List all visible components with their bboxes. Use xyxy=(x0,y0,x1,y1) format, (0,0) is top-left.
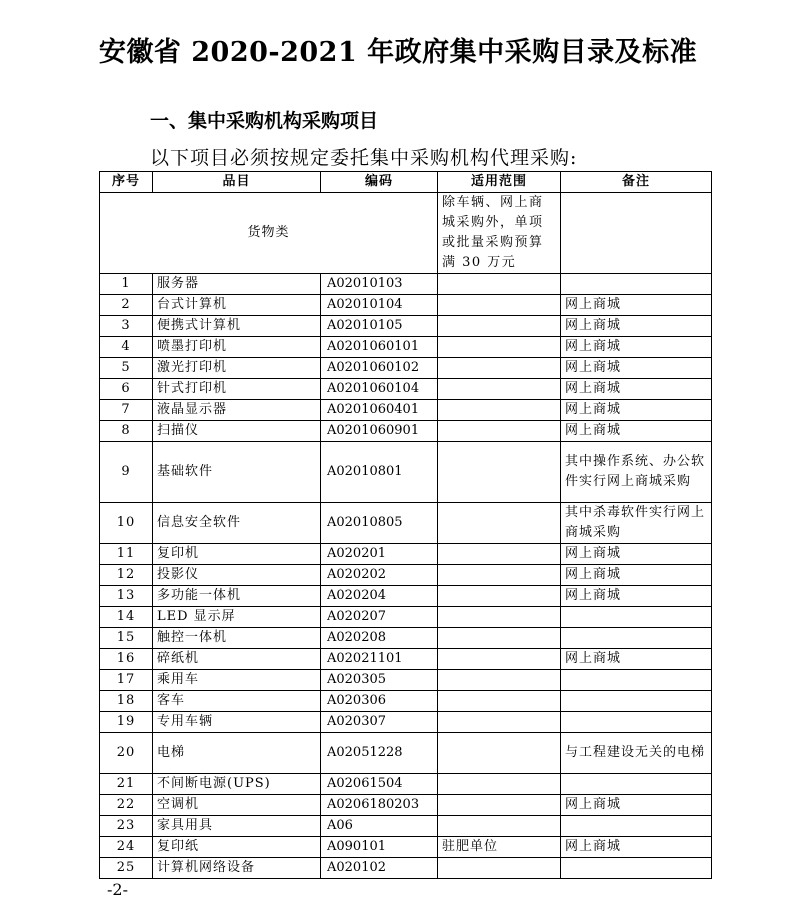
category-label: 货物类 xyxy=(100,193,438,274)
row-scope xyxy=(438,316,561,337)
row-no: 18 xyxy=(100,691,153,712)
row-note: 网上商城 xyxy=(561,316,712,337)
row-no: 15 xyxy=(100,628,153,649)
row-item: 空调机 xyxy=(153,795,321,816)
row-scope xyxy=(438,421,561,442)
row-code: A0201060901 xyxy=(321,421,438,442)
header-item: 品目 xyxy=(153,172,321,193)
table-row xyxy=(100,400,712,421)
row-code: A0201060104 xyxy=(321,379,438,400)
row-item: 专用车辆 xyxy=(153,712,321,733)
row-code: A02010104 xyxy=(321,295,438,316)
row-item: 投影仪 xyxy=(153,565,321,586)
row-item: 液晶显示器 xyxy=(153,400,321,421)
table-row xyxy=(100,816,712,837)
table-row xyxy=(100,274,712,295)
row-note: 网上商城 xyxy=(561,586,712,607)
row-scope xyxy=(438,337,561,358)
table-row xyxy=(100,774,712,795)
row-item: 复印纸 xyxy=(153,837,321,858)
table-row xyxy=(100,295,712,316)
category-note xyxy=(561,193,712,274)
procurement-table xyxy=(99,171,712,879)
row-code: A020306 xyxy=(321,691,438,712)
row-scope xyxy=(438,607,561,628)
row-no: 13 xyxy=(100,586,153,607)
row-item: 信息安全软件 xyxy=(153,503,321,544)
row-no: 4 xyxy=(100,337,153,358)
table-row xyxy=(100,337,712,358)
row-code: A020201 xyxy=(321,544,438,565)
row-code: A02021101 xyxy=(321,649,438,670)
row-note: 网上商城 xyxy=(561,337,712,358)
row-no: 20 xyxy=(100,733,153,774)
header-scope: 适用范围 xyxy=(438,172,561,193)
row-scope xyxy=(438,544,561,565)
row-no: 16 xyxy=(100,649,153,670)
row-code: A02010105 xyxy=(321,316,438,337)
header-code: 编码 xyxy=(321,172,438,193)
row-scope: 驻肥单位 xyxy=(438,837,561,858)
row-item: 电梯 xyxy=(153,733,321,774)
row-note xyxy=(561,712,712,733)
row-note xyxy=(561,774,712,795)
row-note xyxy=(561,670,712,691)
row-scope xyxy=(438,358,561,379)
document-title: 安徽省 2020-2021 年政府集中采购目录及标准 xyxy=(98,37,698,68)
row-note: 网上商城 xyxy=(561,421,712,442)
row-no: 19 xyxy=(100,712,153,733)
header-no: 序号 xyxy=(100,172,153,193)
row-item: 不间断电源(UPS) xyxy=(153,774,321,795)
table-row xyxy=(100,691,712,712)
row-note xyxy=(561,858,712,879)
row-no: 3 xyxy=(100,316,153,337)
row-no: 9 xyxy=(100,442,153,503)
row-note: 网上商城 xyxy=(561,295,712,316)
row-scope xyxy=(438,858,561,879)
row-item: 客车 xyxy=(153,691,321,712)
row-no: 8 xyxy=(100,421,153,442)
row-item: 台式计算机 xyxy=(153,295,321,316)
category-scope: 除车辆、网上商城采购外，单项或批量采购预算满 30 万元 xyxy=(438,193,561,274)
row-code: A02010103 xyxy=(321,274,438,295)
row-scope xyxy=(438,295,561,316)
row-note: 网上商城 xyxy=(561,837,712,858)
row-scope xyxy=(438,379,561,400)
row-no: 23 xyxy=(100,816,153,837)
row-item: 乘用车 xyxy=(153,670,321,691)
table-row xyxy=(100,670,712,691)
row-code: A020202 xyxy=(321,565,438,586)
row-code: A06 xyxy=(321,816,438,837)
row-item: 基础软件 xyxy=(153,442,321,503)
table-row xyxy=(100,837,712,858)
row-no: 14 xyxy=(100,607,153,628)
row-item: 碎纸机 xyxy=(153,649,321,670)
section-heading: 一、集中采购机构采购项目 xyxy=(150,110,379,132)
row-note xyxy=(561,274,712,295)
row-note xyxy=(561,816,712,837)
table-row xyxy=(100,358,712,379)
row-item: 触控一体机 xyxy=(153,628,321,649)
row-scope xyxy=(438,649,561,670)
row-code: A02051228 xyxy=(321,733,438,774)
row-note xyxy=(561,628,712,649)
table-header-row xyxy=(100,172,712,193)
row-no: 10 xyxy=(100,503,153,544)
row-scope xyxy=(438,442,561,503)
row-note: 网上商城 xyxy=(561,379,712,400)
row-code: A02061504 xyxy=(321,774,438,795)
category-row xyxy=(100,193,712,274)
row-no: 12 xyxy=(100,565,153,586)
row-note: 网上商城 xyxy=(561,358,712,379)
row-note: 网上商城 xyxy=(561,649,712,670)
row-code: A02010801 xyxy=(321,442,438,503)
row-note: 其中操作系统、办公软件实行网上商城采购 xyxy=(561,442,712,503)
table-row xyxy=(100,607,712,628)
row-code: A020208 xyxy=(321,628,438,649)
row-code: A020305 xyxy=(321,670,438,691)
row-scope xyxy=(438,565,561,586)
row-item: 喷墨打印机 xyxy=(153,337,321,358)
row-note: 与工程建设无关的电梯 xyxy=(561,733,712,774)
row-item: 家具用具 xyxy=(153,816,321,837)
table-row xyxy=(100,712,712,733)
table-row xyxy=(100,503,712,544)
intro-text: 以下项目必须按规定委托集中采购机构代理采购: xyxy=(150,147,578,169)
row-item: 计算机网络设备 xyxy=(153,858,321,879)
page-number: -2- xyxy=(107,880,128,899)
row-code: A0206180203 xyxy=(321,795,438,816)
table-row xyxy=(100,379,712,400)
row-code: A020207 xyxy=(321,607,438,628)
row-note xyxy=(561,691,712,712)
row-code: A020102 xyxy=(321,858,438,879)
header-note: 备注 xyxy=(561,172,712,193)
row-no: 11 xyxy=(100,544,153,565)
row-code: A0201060401 xyxy=(321,400,438,421)
row-no: 6 xyxy=(100,379,153,400)
row-item: 扫描仪 xyxy=(153,421,321,442)
row-code: A0201060101 xyxy=(321,337,438,358)
row-item: 服务器 xyxy=(153,274,321,295)
row-item: 复印机 xyxy=(153,544,321,565)
row-scope xyxy=(438,733,561,774)
row-no: 17 xyxy=(100,670,153,691)
row-scope xyxy=(438,628,561,649)
table-row xyxy=(100,442,712,503)
row-no: 5 xyxy=(100,358,153,379)
row-item: 便携式计算机 xyxy=(153,316,321,337)
row-scope xyxy=(438,795,561,816)
table-row xyxy=(100,649,712,670)
row-code: A020307 xyxy=(321,712,438,733)
row-no: 25 xyxy=(100,858,153,879)
row-item: 针式打印机 xyxy=(153,379,321,400)
table-row xyxy=(100,565,712,586)
row-code: A020204 xyxy=(321,586,438,607)
table-row xyxy=(100,421,712,442)
row-note: 网上商城 xyxy=(561,400,712,421)
row-note: 网上商城 xyxy=(561,795,712,816)
row-code: A02010805 xyxy=(321,503,438,544)
table-row xyxy=(100,586,712,607)
row-scope xyxy=(438,503,561,544)
table-row xyxy=(100,544,712,565)
row-scope xyxy=(438,712,561,733)
row-no: 24 xyxy=(100,837,153,858)
row-item: LED 显示屏 xyxy=(153,607,321,628)
row-no: 22 xyxy=(100,795,153,816)
row-code: A0201060102 xyxy=(321,358,438,379)
row-item: 激光打印机 xyxy=(153,358,321,379)
table-row xyxy=(100,733,712,774)
row-item: 多功能一体机 xyxy=(153,586,321,607)
row-note: 其中杀毒软件实行网上商城采购 xyxy=(561,503,712,544)
row-note xyxy=(561,607,712,628)
row-no: 7 xyxy=(100,400,153,421)
row-note: 网上商城 xyxy=(561,544,712,565)
row-scope xyxy=(438,774,561,795)
table-row xyxy=(100,858,712,879)
row-scope xyxy=(438,274,561,295)
row-scope xyxy=(438,670,561,691)
table-row xyxy=(100,316,712,337)
row-no: 2 xyxy=(100,295,153,316)
row-scope xyxy=(438,816,561,837)
row-no: 1 xyxy=(100,274,153,295)
row-note: 网上商城 xyxy=(561,565,712,586)
table-row xyxy=(100,628,712,649)
row-scope xyxy=(438,400,561,421)
row-no: 21 xyxy=(100,774,153,795)
row-scope xyxy=(438,586,561,607)
row-code: A090101 xyxy=(321,837,438,858)
table-row xyxy=(100,795,712,816)
row-scope xyxy=(438,691,561,712)
